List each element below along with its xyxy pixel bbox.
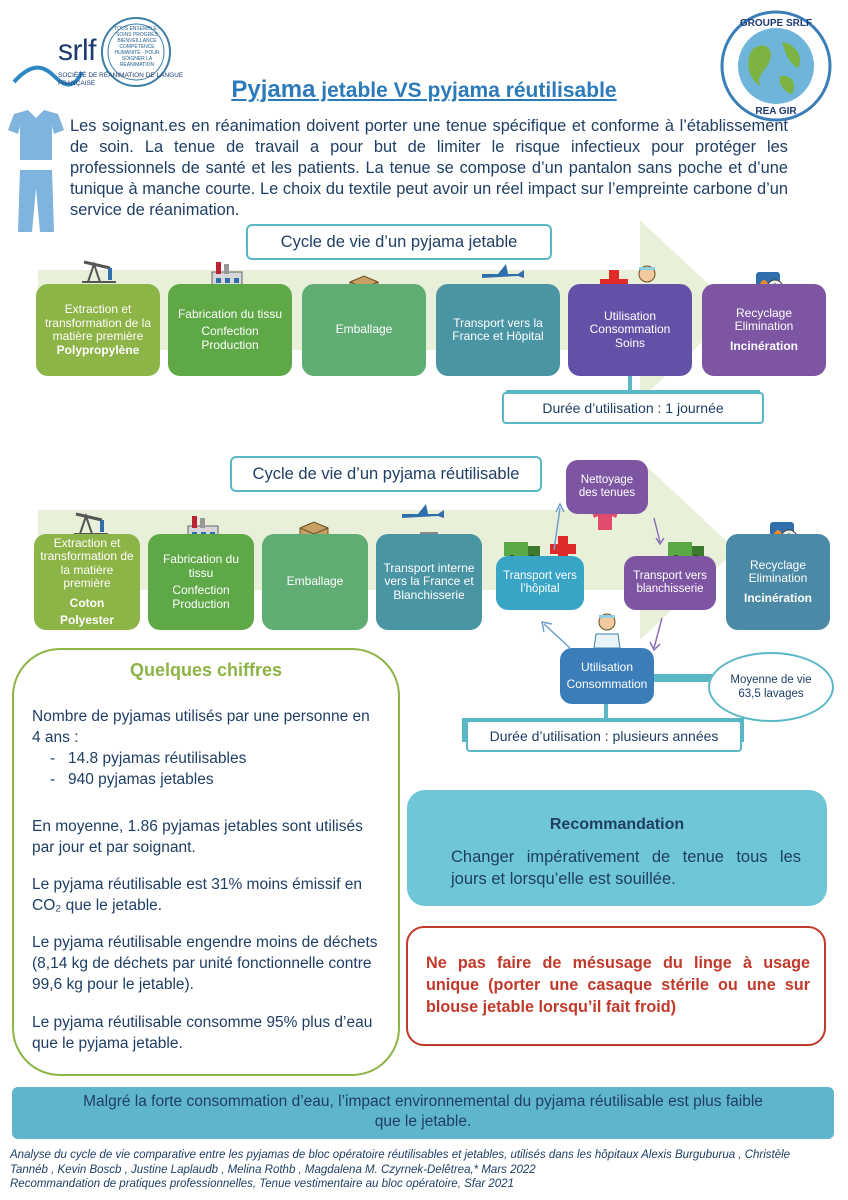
stage-label: Extraction et transformation de la matière première bbox=[40, 535, 134, 590]
stage-label: Production bbox=[201, 337, 259, 352]
stage-treatment: Incinération bbox=[743, 590, 812, 605]
stage-label: Utilisation bbox=[603, 308, 657, 323]
stage-label: Confection bbox=[201, 324, 259, 339]
stage-jetable-extraction bbox=[36, 284, 160, 376]
stage-jetable-fabrication bbox=[168, 284, 292, 376]
stage-label: Consommation bbox=[589, 322, 671, 337]
stage-jetable-utilisation bbox=[568, 284, 692, 376]
srlf-seal-text: TOUS ENSEMBLE · SOINS PROGRÈS BIENVEILLANCE COMPÉTENCE HUMANITÉ · POUR SOIGNER LA RÉANIMATION bbox=[114, 26, 160, 68]
stage-material: Polypropylène bbox=[56, 342, 140, 357]
stage-label: Transport vers blanchisserie bbox=[633, 569, 707, 595]
stage-reutilisable-nettoyage bbox=[566, 460, 648, 514]
chiffres-title: Quelques chiffres bbox=[129, 660, 283, 680]
rea-girl-logo bbox=[720, 10, 832, 122]
stage-material-coton: Coton bbox=[69, 595, 105, 610]
lifetime-bubble: Moyenne de vie 63,5 lavages bbox=[708, 652, 834, 722]
cycle-jetable-title: Cycle de vie d’un pyjama jetable bbox=[246, 224, 552, 260]
conclusion-banner: Malgré la forte consommation d’eau, l’impact environnemental du pyjama réutilisable est plus faible que le jetable. bbox=[12, 1087, 834, 1139]
chiffres-panel bbox=[12, 648, 400, 1076]
stage-label: Emballage bbox=[286, 574, 344, 589]
chiffres-intro bbox=[32, 706, 378, 790]
fact-item: Le pyjama réutilisable consomme 95% plus d’eau que le pyjama jetable. bbox=[32, 1014, 373, 1052]
rea-girl-top-text: GROUPE SRLF bbox=[739, 18, 813, 29]
stage-label: Transport vers l’hôpital bbox=[503, 569, 577, 595]
page-title bbox=[0, 76, 848, 104]
fact-item: Le pyjama réutilisable est 31% moins émissif en CO₂ que le jetable. bbox=[32, 876, 362, 914]
stage-jetable-transport bbox=[436, 284, 560, 376]
stage-label: Production bbox=[172, 596, 230, 611]
stage-treatment: Incinération bbox=[729, 338, 798, 353]
rea-girl-bottom-text: REA GIR bbox=[755, 106, 797, 117]
stage-reutilisable-transport-hopital bbox=[496, 556, 584, 610]
stage-reutilisable-utilisation bbox=[560, 648, 654, 704]
stage-label: Transport interne vers la France et Blanchisserie bbox=[383, 560, 475, 602]
stage-label: Fabrication du tissu bbox=[177, 306, 283, 321]
stage-label: Extraction et transformation de la matière première bbox=[44, 302, 152, 343]
duration-jetable: Durée d’utilisation : 1 journée bbox=[502, 392, 764, 424]
list-item: - 940 pyjamas jetables bbox=[50, 769, 378, 790]
stage-jetable-recyclage bbox=[702, 284, 826, 376]
cycle-reutilisable-title: Cycle de vie d’un pyjama réutilisable bbox=[230, 456, 542, 492]
stage-reutilisable-extraction bbox=[34, 534, 140, 630]
recommandation-title: Recommandation bbox=[549, 816, 685, 833]
stage-reutilisable-fabrication bbox=[148, 534, 254, 630]
warning-text: Ne pas faire de mésusage du linge à usage unique (porter une casaque stérile ou une sur blouse jetable lorsqu’il fait froid) bbox=[426, 954, 810, 1016]
recommandation-panel bbox=[407, 790, 827, 906]
recommandation-text: Changer impérativement de tenue tous les jours et lorsqu’elle est souillée. bbox=[451, 848, 801, 888]
duration-reutilisable: Durée d’utilisation : plusieurs années bbox=[466, 720, 742, 752]
stage-label: Consommation bbox=[566, 677, 648, 691]
stage-label: Recyclage bbox=[749, 557, 807, 572]
fact-item: En moyenne, 1.86 pyjamas jetables sont utilisés par jour et par soignant. bbox=[32, 818, 363, 856]
reference-item: Recommandation de pratiques professionnelles, Tenue vestimentaire au bloc opératoire, Sfar 2021 bbox=[10, 1178, 514, 1190]
list-item: - 14.8 pyjamas réutilisables bbox=[50, 748, 378, 769]
lifetime-connector bbox=[654, 660, 714, 690]
stage-reutilisable-transport-interne bbox=[376, 534, 482, 630]
stage-label: Transport vers la France et Hôpital bbox=[452, 315, 544, 343]
stage-label: Emballage bbox=[335, 322, 393, 337]
stage-label: Utilisation bbox=[580, 659, 634, 674]
stage-material-polyester: Polyester bbox=[59, 613, 115, 627]
stage-label: Elimination bbox=[734, 319, 794, 334]
stage-reutilisable-transport-blanchisserie bbox=[624, 556, 716, 610]
srlf-subtitle: SOCIÉTÉ DE RÉANIMATION DE LANGUE FRANÇAISE bbox=[58, 72, 184, 87]
stage-label: Nettoyage des tenues bbox=[578, 473, 636, 499]
chiffres-bullets bbox=[50, 748, 378, 790]
stage-jetable-emballage bbox=[302, 284, 426, 376]
stage-label: Elimination bbox=[748, 571, 808, 586]
reference-item: Analyse du cycle de vie comparative entre les pyjamas de bloc opératoire réutilisables et jetables, utilisés dans les hôpitaux Alexis Burguburua , Christèle Tannéb , Kevin Boscb , Justine Laplaudb , Melina Rothb , Magdalena M. Czyrnek-Delêtrea,* Mars 2022 bbox=[10, 1149, 791, 1176]
references bbox=[10, 1148, 830, 1192]
fact-item: Le pyjama réutilisable engendre moins de déchets (8,14 kg de déchets par unité fonctionnelle contre 99,6 kg pour le jetable). bbox=[32, 934, 378, 993]
warning-panel bbox=[406, 926, 826, 1046]
stage-reutilisable-emballage bbox=[262, 534, 368, 630]
stage-label: Confection bbox=[172, 583, 230, 597]
stage-reutilisable-recyclage bbox=[726, 534, 830, 630]
chiffres-intro-text: Nombre de pyjamas utilisés par une personne en 4 ans : bbox=[32, 708, 370, 746]
stage-label: Soins bbox=[614, 335, 646, 350]
stage-label: Fabrication du tissu bbox=[162, 552, 240, 580]
stage-label: Recyclage bbox=[735, 305, 793, 320]
title-rest: jetable VS pyjama réutilisable bbox=[315, 79, 617, 102]
title-strong: Pyjama bbox=[231, 76, 316, 103]
srlf-wordmark: srlf bbox=[58, 34, 96, 67]
intro-paragraph: Les soignant.es en réanimation doivent porter une tenue spécifique et conforme à l’établissement de soin. La tenue de travail a pour but de limiter le risque infectieux pour protéger les professionnels de santé et les patients. La tenue se compose d’un pantalon sans poche et d’une tunique à manche courte. Le choix du textile peut avoir un réel impact sur l’empreinte carbone d’un service de réanimation. bbox=[70, 117, 788, 219]
